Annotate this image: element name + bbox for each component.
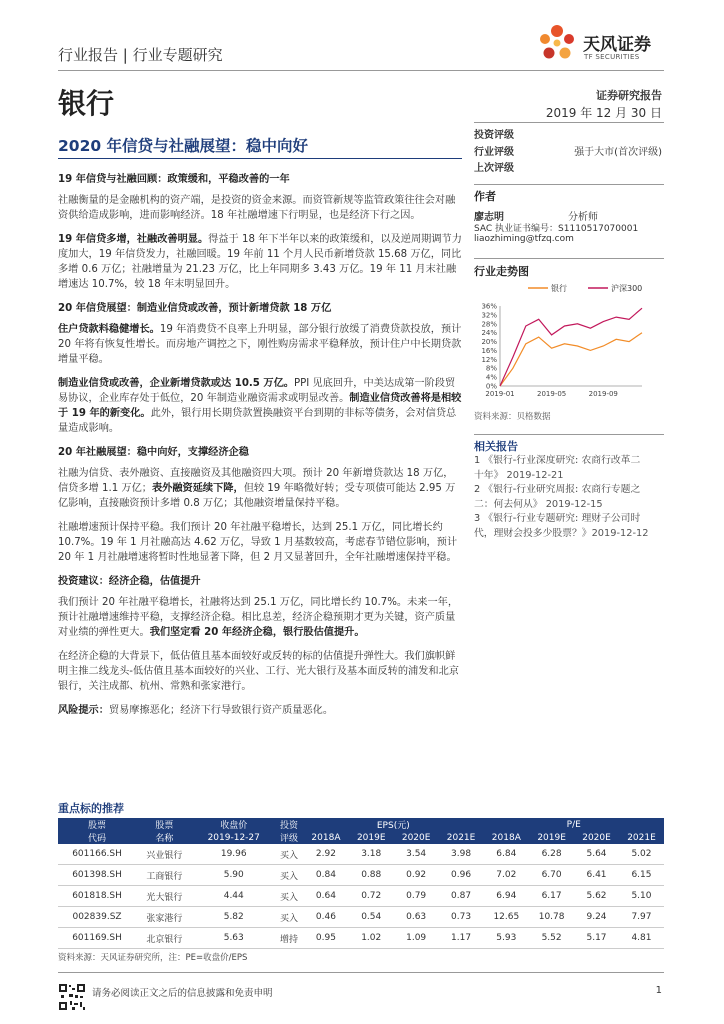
table-cell: 买入 <box>275 907 303 928</box>
table-cell: 601169.SH <box>58 928 136 949</box>
sector-title: 银行 <box>58 87 115 120</box>
industry-rating-label: 行业评级 <box>474 147 514 158</box>
related-title: 相关报告 <box>474 440 518 453</box>
table-cell: 0.73 <box>439 907 484 928</box>
y-tick-label: 0% <box>485 382 497 391</box>
table-cell: 5.93 <box>484 928 530 949</box>
related-report-item[interactable]: 3 《银行-行业专题研究: 理财子公司时 代，理财会投多少股票？》2019-12-12 <box>474 513 649 539</box>
report-type: 证券研究报告 <box>596 89 662 102</box>
table-cell: 1.17 <box>439 928 484 949</box>
table-row <box>58 865 664 886</box>
col-header: 股票 <box>58 818 136 831</box>
table-cell: 6.17 <box>529 886 574 907</box>
series-line-1 <box>500 308 642 386</box>
table-header-row <box>58 818 664 831</box>
col-header-eps: EPS(元) <box>303 818 483 831</box>
table-cell: 5.02 <box>619 844 664 865</box>
table-cell: 6.15 <box>619 865 664 886</box>
table-row <box>58 907 664 928</box>
col-header: 收盘价 <box>193 818 275 831</box>
stock-recommendation-table <box>58 818 664 949</box>
table-cell: 0.84 <box>303 865 349 886</box>
col-subheader: 2021E <box>439 831 484 844</box>
paragraph-credit-growth: 19 年信贷多增，社融改善明显。得益于 18 年下半年以来的政策缓和，以及逆周期调节力度加大，19 年信贷发力，社融回暖。19 年前 11 个月人民币新增贷款 15.68 万亿，同比多增 0.6 万亿；社融增量为 21.23 万亿，比上年同期多 3.43 万亿。19 年 11 月末社融增速达 10.7%，较 18 年末明显回升。 <box>58 234 462 290</box>
table-cell: 3.98 <box>439 844 484 865</box>
report-body <box>58 172 462 727</box>
related-reports <box>474 454 666 541</box>
paragraph-sf-growth: 社融增速预计保持平稳。我们预计 20 年社融平稳增长，达到 25.1 万亿，同比增长约 10.7%。19 年 1 月社融高达 4.62 万亿，导致 1 月基数较高，考虑春节错位影响，预计 20 年 1 月社融增速将暂时性地显著下降，但 2 月又显著回升，全年社融增速保持平稳。 <box>58 522 458 563</box>
table-row <box>58 928 664 949</box>
table-cell: 7.02 <box>484 865 530 886</box>
y-tick-label: 36% <box>481 302 497 311</box>
paragraph-household-loans: 住户贷款料稳健增长。19 年消费贷不良率上升明显，部分银行放缓了消费贷款投放，预计 20 年将有恢复性增长。而房地产调控之下，刚性购房需求平稳释放，预计住户中长期贷款增量平稳。 <box>58 324 462 365</box>
page-number: 1 <box>655 985 662 996</box>
table-cell: 买入 <box>275 865 303 886</box>
sidebar-divider <box>474 184 664 185</box>
industry-rating-value: 强于大市(首次评级) <box>574 147 662 158</box>
related-report-item[interactable]: 1 《银行-行业深度研究: 农商行改革二 十年》 2019-12-21 <box>474 455 641 481</box>
trend-title: 行业走势图 <box>474 265 529 278</box>
col-subheader: 2019-12-27 <box>193 831 275 844</box>
table-cell: 12.65 <box>484 907 530 928</box>
author-sac: SAC 执业证书编号：S1110517070001 <box>474 224 639 234</box>
paragraph-social-financing: 社融衡量的是金融机构的资产端，是投资的资金来源。而资管新规等监管政策往往会对融资供给造成影响，进而影响经济。18 年社融增速下行明显，也是经济下行之因。 <box>58 195 456 221</box>
table-cell: 9.24 <box>574 907 619 928</box>
table-cell: 0.72 <box>349 886 394 907</box>
section-heading-credit-outlook: 20 年信贷展望：制造业信贷或改善，预计新增贷款 18 万亿 <box>58 303 332 314</box>
col-subheader: 2019E <box>529 831 574 844</box>
table-cell: 4.81 <box>619 928 664 949</box>
table-cell: 0.54 <box>349 907 394 928</box>
title-divider <box>58 158 462 159</box>
legend-label: 银行 <box>551 284 567 293</box>
sidebar-divider <box>474 434 664 435</box>
prev-rating-label: 上次评级 <box>474 163 514 174</box>
col-subheader: 2018A <box>484 831 530 844</box>
y-tick-label: 12% <box>481 355 497 364</box>
logo-name-cn: 天风证券 <box>583 35 651 55</box>
x-tick-label: 2019-09 <box>588 390 618 398</box>
table-row <box>58 886 664 907</box>
y-tick-label: 20% <box>481 338 497 347</box>
related-report-item[interactable]: 2 《银行-行业研究周报: 农商行专题之 二：何去何从》 2019-12-15 <box>474 484 641 510</box>
table-cell: 买入 <box>275 886 303 907</box>
paragraph-risk: 风险提示：贸易摩擦恶化；经济下行导致银行资产质量恶化。 <box>58 705 334 716</box>
table-cell: 5.64 <box>574 844 619 865</box>
table-cell: 601166.SH <box>58 844 136 865</box>
table-cell: 5.62 <box>574 886 619 907</box>
table-cell: 0.79 <box>394 886 439 907</box>
company-logo <box>535 22 675 70</box>
table-cell: 1.02 <box>349 928 394 949</box>
y-tick-label: 8% <box>485 364 497 373</box>
table-cell: 3.54 <box>394 844 439 865</box>
y-tick-label: 4% <box>485 373 497 382</box>
tf-logo-icon <box>535 22 579 68</box>
table-cell: 买入 <box>275 844 303 865</box>
table-cell: 5.82 <box>193 907 275 928</box>
table-cell: 2.92 <box>303 844 349 865</box>
author-email[interactable]: liaozhiming@tfzq.com <box>474 234 574 244</box>
table-cell: 0.64 <box>303 886 349 907</box>
qr-code-icon <box>58 983 86 1011</box>
logo-name-en: TF SECURITIES <box>584 53 640 61</box>
header-divider <box>58 70 664 71</box>
sidebar-divider <box>474 258 664 259</box>
table-cell: 6.28 <box>529 844 574 865</box>
table-cell: 6.70 <box>529 865 574 886</box>
table-cell: 0.63 <box>394 907 439 928</box>
section-heading-investment: 投资建议：经济企稳，估值提升 <box>58 576 201 587</box>
y-tick-label: 16% <box>481 346 497 355</box>
table-cell: 6.41 <box>574 865 619 886</box>
table-cell: 光大银行 <box>136 886 193 907</box>
chart-legend <box>528 283 642 293</box>
table-cell: 增持 <box>275 928 303 949</box>
paragraph-investment-view: 我们预计 20 年社融平稳增长，社融将达到 25.1 万亿，同比增长约 10.7%。未来一年，预计社融增速维持平稳，支撑经济企稳。相比息差，经济企稳预期才更为关键，资产质量对业绩的弹性更大。我们坚定看 20 年经济企稳，银行股估值提升。 <box>58 597 459 638</box>
y-tick-label: 32% <box>481 311 497 320</box>
table-source: 资料来源：天风证券研究所，注：PE=收盘价/EPS <box>58 953 248 963</box>
col-subheader: 2018A <box>303 831 349 844</box>
col-header: 股票 <box>136 818 193 831</box>
table-header-row <box>58 831 664 844</box>
legend-label: 沪深300 <box>611 284 643 293</box>
table-cell: 5.52 <box>529 928 574 949</box>
table-cell: 5.17 <box>574 928 619 949</box>
table-cell: 0.95 <box>303 928 349 949</box>
table-cell: 0.96 <box>439 865 484 886</box>
table-cell: 5.10 <box>619 886 664 907</box>
table-title: 重点标的推荐 <box>58 802 124 815</box>
table-cell: 6.94 <box>484 886 530 907</box>
paragraph-sf-components: 社融为信贷、表外融资、直接融资及其他融资四大项。预计 20 年新增贷款达 18 万亿，信贷多增 1.1 万亿；表外融资延续下降，但较 19 年略微好转；受专项债可能达 2.95 万亿影响，直接融资预计多增 0.8 万亿；其他融资增量保持平稳。 <box>58 468 456 509</box>
sidebar-divider <box>474 122 664 123</box>
y-tick-label: 28% <box>481 320 497 329</box>
report-date: 2019 年 12 月 30 日 <box>545 106 662 120</box>
paragraph-stock-picks: 在经济企稳的大背景下，低估值且基本面较好或反转的标的估值提升弹性大。我们旗帜鲜明主推二线龙头-低估值且基本面较好的兴业、工行、光大银行及基本面反转的浦发和北京银行，关注成都、杭州、常熟和张家港行。 <box>58 651 459 692</box>
col-subheader: 评级 <box>275 831 303 844</box>
table-cell: 3.18 <box>349 844 394 865</box>
col-subheader: 2019E <box>349 831 394 844</box>
col-subheader: 2021E <box>619 831 664 844</box>
author-name: 廖志明 <box>474 212 504 223</box>
section-heading-sf-outlook: 20 年社融展望：稳中向好，支撑经济企稳 <box>58 447 249 458</box>
footer-disclaimer[interactable]: 请务必阅读正文之后的信息披露和免责申明 <box>92 988 273 999</box>
table-cell: 601818.SH <box>58 886 136 907</box>
table-cell: 6.84 <box>484 844 530 865</box>
author-title: 作者 <box>474 190 496 203</box>
col-header: 投资 <box>275 818 303 831</box>
table-cell: 0.46 <box>303 907 349 928</box>
table-cell: 北京银行 <box>136 928 193 949</box>
table-cell: 1.09 <box>394 928 439 949</box>
x-tick-label: 2019-01 <box>485 390 515 398</box>
author-role: 分析师 <box>568 212 598 223</box>
table-cell: 002839.SZ <box>58 907 136 928</box>
x-tick-label: 2019-05 <box>537 390 567 398</box>
col-subheader: 2020E <box>574 831 619 844</box>
chart-series <box>500 308 642 386</box>
table-cell: 5.90 <box>193 865 275 886</box>
col-header-pe: P/E <box>484 818 665 831</box>
col-subheader: 2020E <box>394 831 439 844</box>
col-subheader: 名称 <box>136 831 193 844</box>
rating-title: 投资评级 <box>474 130 514 141</box>
industry-trend-chart <box>474 278 664 404</box>
table-cell: 5.63 <box>193 928 275 949</box>
table-cell: 兴业银行 <box>136 844 193 865</box>
table-cell: 10.78 <box>529 907 574 928</box>
report-category: 行业报告 | 行业专题研究 <box>58 46 223 64</box>
section-heading-review: 19 年信贷与社融回顾：政策缓和，平稳改善的一年 <box>58 174 290 185</box>
table-cell: 19.96 <box>193 844 275 865</box>
footer-divider <box>58 972 664 973</box>
table-cell: 0.88 <box>349 865 394 886</box>
table-cell: 张家港行 <box>136 907 193 928</box>
table-cell: 4.44 <box>193 886 275 907</box>
table-cell: 0.92 <box>394 865 439 886</box>
table-cell: 工商银行 <box>136 865 193 886</box>
y-tick-label: 24% <box>481 329 497 338</box>
series-line-0 <box>500 333 642 386</box>
table-row <box>58 844 664 865</box>
chart-source: 资料来源：贝格数据 <box>474 412 551 422</box>
paragraph-manufacturing-credit: 制造业信贷或改善，企业新增贷款或达 10.5 万亿。PPI 见底回升，中美达成第一阶段贸易协议，企业库存处于低位，20 年制造业融资需求或明显改善。制造业信贷改善将是相较于 19 年的新变化。此外，银行用长期贷款置换融资平台到期的非标等债务，会对信贷总量造成影响。 <box>58 378 462 434</box>
table-cell: 0.87 <box>439 886 484 907</box>
report-title: 2020 年信贷与社融展望：稳中向好 <box>58 137 309 155</box>
col-subheader: 代码 <box>58 831 136 844</box>
table-cell: 601398.SH <box>58 865 136 886</box>
table-cell: 7.97 <box>619 907 664 928</box>
